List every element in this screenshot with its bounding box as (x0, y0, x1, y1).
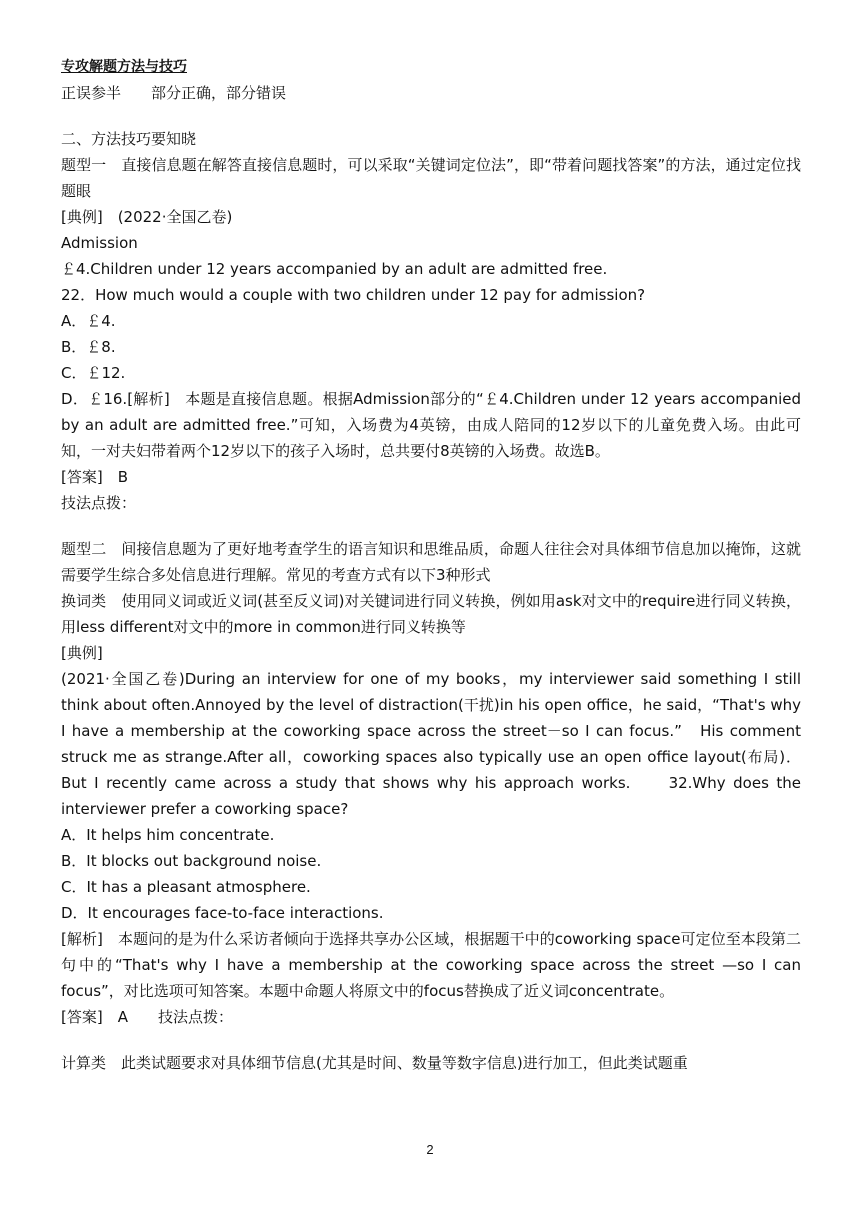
calc-paragraph: 计算类 此类试题要求对具体细节信息(尤其是时间、数量等数字信息)进行加工，但此类试题重 (61, 1054, 688, 1072)
option-b: B．￡8. (61, 338, 116, 356)
type2-intro: 题型二 间接信息题为了更好地考查学生的语言知识和思维品质，命题人往往会对具体细节信息加以掩饰，这就需要学生综合多处信息进行理解。常见的考查方式有以下3种形式 (61, 540, 801, 584)
example-label: [典例] (2022·全国乙卷) (61, 208, 233, 226)
option-c-2: C．It has a pleasant atmosphere. (61, 878, 311, 896)
document-page (61, 54, 806, 1076)
blank-line (61, 516, 801, 536)
question-line: 22．How much would a couple with two children under 12 pay for admission? (61, 286, 646, 304)
answer-tips-line: [答案] A 技法点拨： (61, 1008, 233, 1026)
admission-heading: Admission (61, 234, 138, 252)
answer-line: [答案] B (61, 468, 128, 486)
synonym-paragraph: 换词类 使用同义词或近义词(甚至反义词)对关键词进行同义转换，例如用ask对文中的require进行同义转换，用less different对文中的more in common进行同义转换等 (61, 592, 801, 636)
passage-line: ￡4.Children under 12 years accompanied by an adult are admitted free. (61, 260, 608, 278)
section-title: 专攻解题方法与技巧 (61, 59, 187, 75)
option-b-2: B．It blocks out background noise. (61, 852, 322, 870)
option-a: A．￡4. (61, 312, 116, 330)
analysis-paragraph: [解析] 本题问的是为什么采访者倾向于选择共享办公区域，根据题干中的coworking space可定位至本段第二句中的“That's why I have a membership at the coworking space across the street —so I can focus”，对比选项可知答案。本题中命题人将原文中的focus替换成了近义词concentrate。 (61, 930, 806, 1000)
type1-intro: 题型一 直接信息题在解答直接信息题时，可以采取“关键词定位法”，即“带着问题找答案”的方法，通过定位找题眼 (61, 156, 801, 200)
option-c: C．￡12. (61, 364, 126, 382)
tips-line: 技法点拨： (61, 494, 137, 512)
section-subtitle: 正误参半 部分正确，部分错误 (61, 84, 287, 102)
option-d-analysis: D．￡16.[解析] 本题是直接信息题。根据Admission部分的“￡4.Children under 12 years accompanied by an adult are admitted free.”可知，入场费为4英镑，由成人陪同的12岁以下的儿童免费入场。由此可知，一对夫妇带着两个12岁以下的孩子入场时，总共要付8英镑的入场费。故选B。 (61, 390, 806, 460)
blank-line (61, 106, 801, 126)
reading-passage: (2021·全国乙卷)During an interview for one of my books，my interviewer said something I still think about often.Annoyed by the level of distraction(干扰)in his open office，he said，“That's why I have a membership at the coworking space across the street－so I can focus.” His comment struck me as strange.After all，coworking spaces also typically use an open office layout(布局)．But I recently came across a study that shows why his approach works. 32.Why does the interviewer prefer a coworking space? (61, 670, 806, 818)
method-heading: 二、方法技巧要知晓 (61, 130, 197, 148)
page-number: 2 (426, 1142, 434, 1157)
example-label-2: [典例] (61, 644, 103, 662)
blank-line (61, 1030, 801, 1050)
option-a-2: A．It helps him concentrate. (61, 826, 275, 844)
option-d-2: D．It encourages face-to-face interactions. (61, 904, 384, 922)
